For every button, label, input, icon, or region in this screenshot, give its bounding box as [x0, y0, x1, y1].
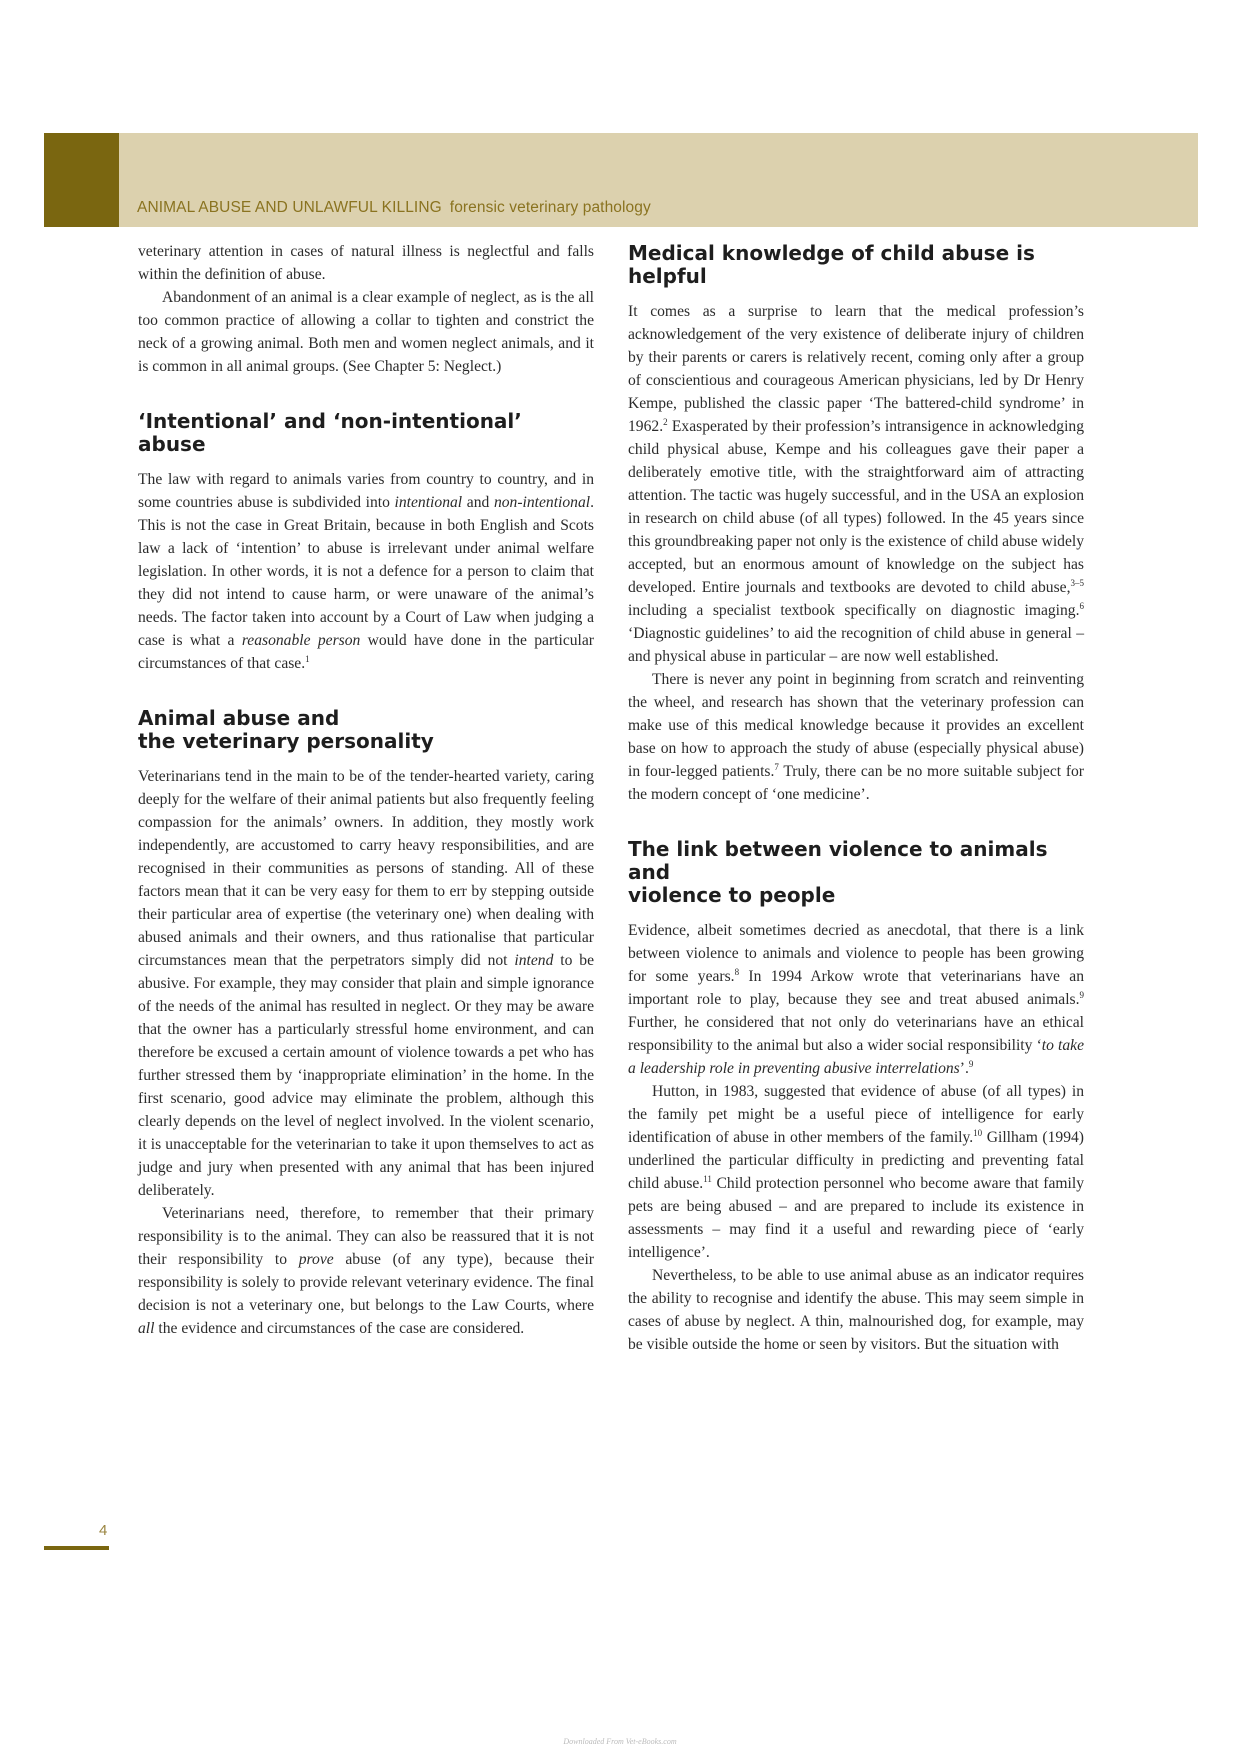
footnote-ref: 11	[703, 1173, 712, 1184]
book-subtitle: forensic veterinary pathology	[449, 199, 651, 216]
left-column	[138, 240, 594, 1340]
paragraph-link-2: Hutton, in 1983, suggested that evidence of abuse (of all types) in the family pet might be a useful piece of intelligence for early identification of abuse in other members of the family.$^{10}$ Gillham (1994) underlined the particular difficulty in predicting and preventing fatal child abuse.$^{11}$ Child protection personnel who become aware that family pets are being abused – and are prepared to include its existence in assessments – may find it a useful and rewarding piece of ‘early intelligence’.	[628, 1083, 1085, 1261]
section-heading-link: The link between violence to animals and violence to people	[628, 837, 1048, 907]
header-text	[137, 199, 651, 217]
header-accent-block	[44, 133, 119, 227]
paragraph-vet-1: Veterinarians tend in the main to be of the tender-hearted variety, caring deeply for the welfare of their animal patients but also frequently feeling compassion for the animals’ owners. In addition, they mostly work independently, are accustomed to carry heavy responsibilities, and are recognised in their communities as persons of standing. All of these factors mean that it can be very easy for them to err by stepping outside their particular area of expertise (the veterinary one) when dealing with abused animals and their owners, and thus rationalise that particular circumstances mean that the perpetrators simply did not intend to be abusive. For example, they may consider that plain and simple ignorance of the needs of the animal has resulted in neglect. Or they may be aware that the owner has a particularly stressful home environment, and can therefore be excused a certain amount of violence towards a pet who has further stressed them by ‘inappropriate elimination’ in the home. In the first scenario, good advice may eliminate the problem, although this clearly depends on the level of neglect involved. In the violent scenario, it is unacceptable for the veterinarian to take it upon themselves to act as judge and jury when presented with any animal that has been injured deliberately.	[138, 768, 594, 1199]
footnote-ref: 8	[734, 966, 740, 977]
paragraph-link-1: Evidence, albeit sometimes decried as anecdotal, that there is a link between violence to animals and violence to people has been growing for some years.$^8$ In 1994 Arkow wrote that veterinarians have an important role to play, because they see and treat abused animals.$^9$ Further, he considered that not only do veterinarians have an ethical responsibility to the animal but also a wider social responsibility ‘to take a leadership role in preventing abusive interrelations’.$^9$	[628, 922, 1084, 1077]
section-heading-medical: Medical knowledge of child abuse is helpful	[628, 241, 1035, 288]
paragraph-link-3: Nevertheless, to be able to use animal abuse as an indicator requires the ability to recognise and identify the abuse. This may seem simple in cases of abuse by neglect. A thin, malnourished dog, for example, may be visible outside the home or seen by visitors. But the situation with	[628, 1267, 1084, 1353]
section-heading-intentional: ‘Intentional’ and ‘non-intentional’ abuse	[138, 409, 522, 456]
running-header	[44, 133, 1198, 227]
paragraph-vet-2: Veterinarians need, therefore, to remember that their primary responsibility is to the animal. They can also be reassured that it is not their responsibility to prove abuse (of any type), because their responsibility is solely to provide relevant veterinary evidence. The final decision is not a veterinary one, but belongs to the Law Courts, where all the evidence and circumstances of the case are considered.	[138, 1205, 594, 1337]
footnote-ref: 1	[305, 653, 310, 664]
paragraph-medical-2: There is never any point in beginning from scratch and reinventing the wheel, and research has shown that the veterinary profession can make use of this medical knowledge because it provides an excellent base on how to approach the study of abuse (especially physical abuse) in four-legged patients.$^7$ Truly, there can be no more suitable subject for the modern concept of ‘one medicine’.	[628, 671, 1084, 803]
paragraph-medical-1: It comes as a surprise to learn that the medical profession’s acknowledgement of the very existence of deliberate injury of children by their parents or carers is relatively recent, coming only after a group of conscientious and courageous American physicians, led by Dr Henry Kempe, published the classic paper ‘The battered-child syndrome’ in 1962.$^2$ Exasperated by their profession’s intransigence in acknowledging child physical abuse, Kempe and his colleagues gave their paper a deliberately emotive title, with the straightforward aim of attracting attention. The tactic was hugely successful, and in the USA an explosion in research on child abuse (of all types) followed. In the 45 years since this groundbreaking paper not only is the existence of child abuse widely accepted, but an enormous amount of knowledge on the subject has developed. Entire journals and textbooks are devoted to child abuse,$^{3-5}$ including a specialist textbook specifically on diagnostic imaging.$^6$ ‘Diagnostic guidelines’ to aid the recognition of child abuse in general – and physical abuse in particular – are now well established.	[628, 303, 1085, 665]
download-footer: Downloaded From Vet-eBooks.com	[563, 1737, 677, 1746]
footnote-ref: 10	[973, 1127, 983, 1138]
paragraph-law: The law with regard to animals varies from country to country, and in some countries abuse is subdivided into intentional and non-intentional. This is not the case in Great Britain, because in both English and Scots law a lack of ‘intention’ to abuse is irrelevant under animal welfare legislation. In other words, it is not a defence for a person to claim that they did not intend to cause harm, or were unaware of the animal’s needs. The factor taken into account by a Court of Law when judging a case is what a reasonable person would have done in the particular circumstances of that case.$^1$	[138, 471, 594, 672]
footnote-ref: 2	[663, 416, 668, 427]
page-number: 4	[99, 1522, 108, 1539]
paragraph: veterinary attention in cases of natural illness is neglectful and falls within the definition of abuse.	[138, 243, 594, 283]
section-heading-personality: Animal abuse and the veterinary personality	[138, 706, 434, 753]
paragraph: Abandonment of an animal is a clear example of neglect, as is the all too common practice of allowing a collar to tighten and constrict the neck of a growing animal. Both men and women neglect animals, and it is common in all animal groups. (See Chapter 5: Neglect.)	[138, 289, 594, 375]
footnote-ref: 7	[774, 761, 779, 772]
right-column	[628, 242, 1084, 1356]
footnote-ref: 9	[968, 1058, 974, 1069]
footnote-ref: 9	[1079, 989, 1084, 1000]
book-title: ANIMAL ABUSE AND UNLAWFUL KILLING	[137, 199, 442, 216]
page-number-rule	[44, 1546, 109, 1550]
footnote-ref: 3–5	[1070, 577, 1084, 588]
footnote-ref: 6	[1079, 600, 1084, 611]
